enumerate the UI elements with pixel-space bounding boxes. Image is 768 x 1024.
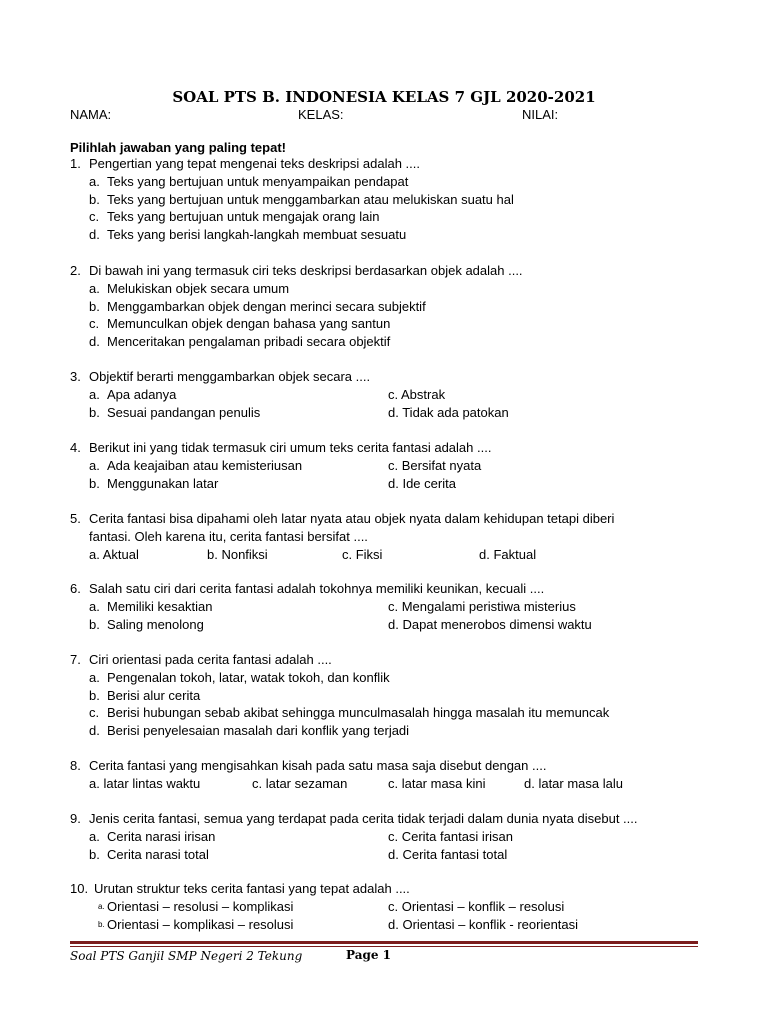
- option-row: b. Orientasi – komplikasi – resolusi d. Orientasi – konflik - reorientasi: [98, 916, 579, 932]
- question-3: [70, 368, 710, 421]
- question-2: [70, 262, 710, 351]
- option: d. Menceritakan pengalaman pribadi secara objektif: [89, 334, 391, 350]
- option-row: a. Memiliki kesaktian c. Mengalami peristiwa misterius: [89, 598, 576, 614]
- question-number: 3.: [70, 369, 81, 384]
- option: a. Melukiskan objek secara umum: [89, 280, 290, 296]
- question-text: Berikut ini yang tidak termasuk ciri umum teks cerita fantasi adalah ....: [89, 440, 492, 455]
- option: a. Pengenalan tokoh, latar, watak tokoh, dan konflik: [89, 669, 390, 685]
- question-8: [70, 757, 710, 793]
- option-row: a. Cerita narasi irisan c. Cerita fantasi irisan: [89, 828, 513, 844]
- question-number: 10.: [70, 881, 89, 896]
- question-6: [70, 580, 710, 633]
- question-number: 1.: [70, 156, 81, 171]
- option-row: a. Orientasi – resolusi – komplikasi c. Orientasi – konflik – resolusi: [98, 898, 565, 914]
- option: d. Berisi penyelesaian masalah dari konflik yang terjadi: [89, 723, 410, 739]
- question-text: Ciri orientasi pada cerita fantasi adalah ....: [89, 652, 332, 667]
- option: a. Aktual: [89, 546, 139, 562]
- page-title: SOAL PTS B. INDONESIA KELAS 7 GJL 2020-2021: [172, 88, 596, 106]
- question-10: [70, 880, 710, 933]
- question-text: Cerita fantasi bisa dipahami oleh latar nyata atau objek nyata dalam kehidupan tetapi diberi: [89, 511, 615, 526]
- question-text: Jenis cerita fantasi, semua yang terdapat pada cerita tidak terjadi dalam dunia nyata disebut ....: [89, 811, 638, 826]
- option: a. latar lintas waktu: [89, 775, 201, 791]
- question-text: Di bawah ini yang termasuk ciri teks deskripsi berdasarkan objek adalah ....: [89, 263, 523, 278]
- option: b. Teks yang bertujuan untuk menggambarkan atau melukiskan suatu hal: [89, 191, 514, 207]
- question-1: [70, 155, 710, 244]
- question-text: Urutan struktur teks cerita fantasi yang tepat adalah ....: [94, 881, 410, 896]
- option-row: b. Menggunakan latar d. Ide cerita: [89, 475, 456, 491]
- score-label: NILAI:: [522, 107, 559, 122]
- option: c. latar masa kini: [388, 775, 486, 791]
- option: d. Faktual: [479, 546, 537, 562]
- option: b. Nonfiksi: [207, 546, 268, 562]
- instruction: Pilihlah jawaban yang paling tepat!: [70, 140, 286, 155]
- question-5: [70, 510, 710, 563]
- question-number: 5.: [70, 511, 81, 526]
- question-4: [70, 439, 710, 492]
- question-9: [70, 810, 710, 863]
- question-text: Salah satu ciri dari cerita fantasi adalah tokohnya memiliki keunikan, kecuali ....: [89, 581, 545, 596]
- footer-school: Soal PTS Ganjil SMP Negeri 2 Tekung: [70, 949, 303, 963]
- option-row: b. Cerita narasi total d. Cerita fantasi total: [89, 846, 508, 862]
- name-label: NAMA:: [70, 107, 112, 122]
- option-row: a. Apa adanya c. Abstrak: [89, 386, 446, 402]
- option: d. latar masa lalu: [524, 775, 623, 791]
- option-row: [70, 546, 710, 564]
- option: d. Teks yang berisi langkah-langkah membuat sesuatu: [89, 227, 407, 243]
- option: c. latar sezaman: [252, 775, 348, 791]
- footer-rule-thin: [70, 946, 698, 947]
- question-text-cont: fantasi. Oleh karena itu, cerita fantasi bersifat ....: [89, 528, 368, 544]
- question-text: Pengertian yang tepat mengenai teks deskripsi adalah ....: [89, 156, 420, 171]
- option-row: a. Ada keajaiban atau kemisteriusan c. Bersifat nyata: [89, 457, 482, 473]
- option: b. Berisi alur cerita: [89, 687, 201, 703]
- option-row: b. Sesuai pandangan penulis d. Tidak ada patokan: [89, 404, 509, 420]
- question-number: 7.: [70, 652, 81, 667]
- question-number: 8.: [70, 758, 81, 773]
- option-row: [70, 775, 710, 793]
- option: a. Teks yang bertujuan untuk menyampaikan pendapat: [89, 173, 409, 189]
- option: c. Berisi hubungan sebab akibat sehingga munculmasalah hingga masalah itu memuncak: [89, 705, 610, 721]
- option: c. Teks yang bertujuan untuk mengajak orang lain: [89, 209, 380, 225]
- class-label: KELAS:: [298, 107, 344, 122]
- question-number: 6.: [70, 581, 81, 596]
- question-number: 4.: [70, 440, 81, 455]
- option-row: b. Saling menolong d. Dapat menerobos dimensi waktu: [89, 616, 592, 632]
- option: c. Fiksi: [342, 546, 383, 562]
- question-text: Cerita fantasi yang mengisahkan kisah pada satu masa saja disebut dengan ....: [89, 758, 547, 773]
- question-7: [70, 651, 710, 740]
- option: b. Menggambarkan objek dengan merinci secara subjektif: [89, 298, 426, 314]
- option: c. Memunculkan objek dengan bahasa yang santun: [89, 316, 391, 332]
- page-number: Page 1: [346, 948, 392, 962]
- question-number: 2.: [70, 263, 81, 278]
- question-text: Objektif berarti menggambarkan objek secara ....: [89, 369, 371, 384]
- question-number: 9.: [70, 811, 81, 826]
- footer-rule-thick: [70, 941, 698, 944]
